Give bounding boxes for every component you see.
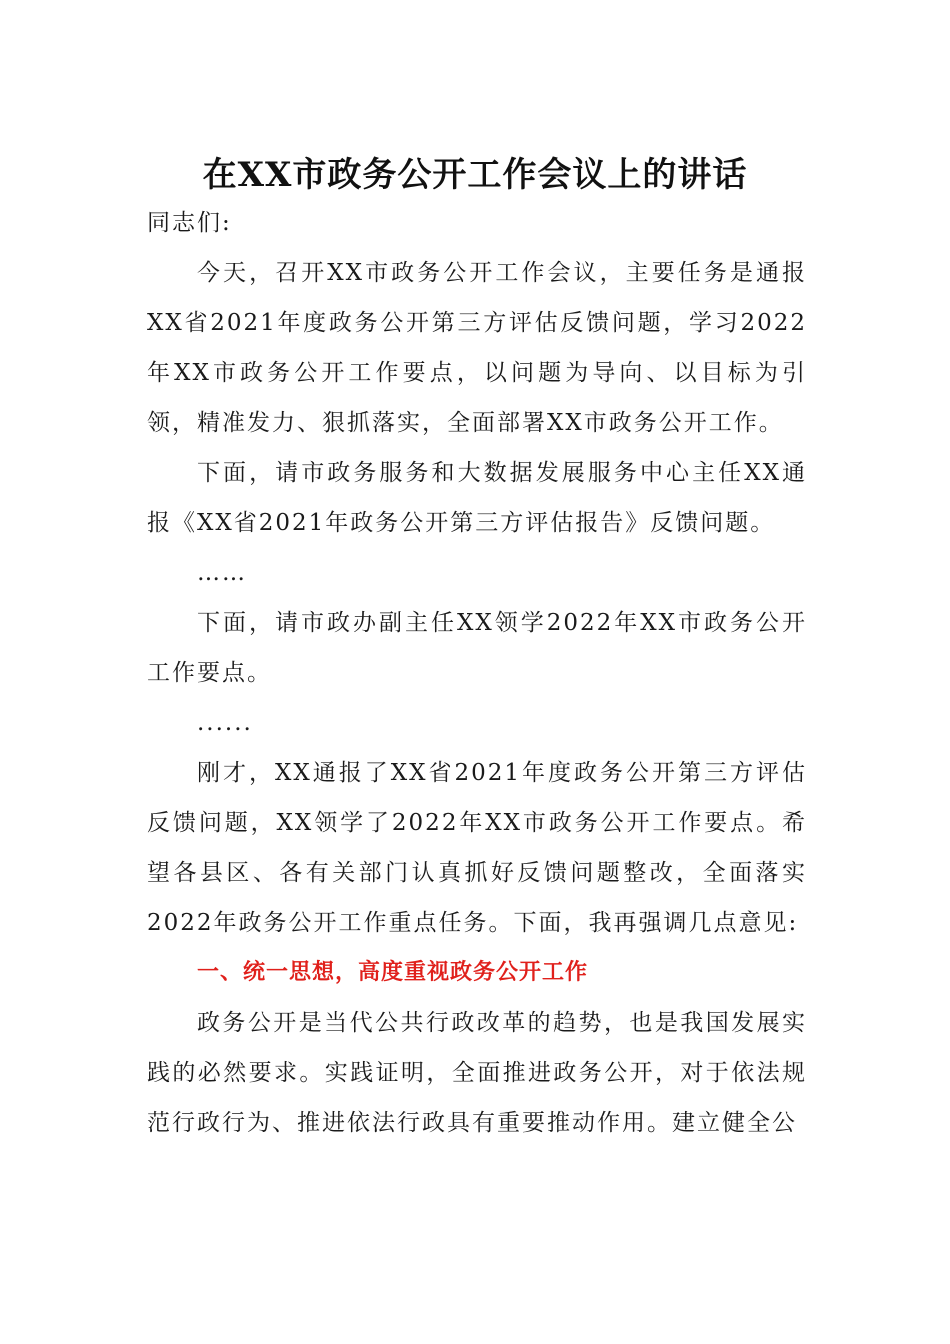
paragraph-report-request: 下面，请市政务服务和大数据发展服务中心主任XX通报《XX省2021年政务公开第三方评估报告》反馈问题。 xyxy=(147,460,807,536)
section-heading: 一、统一思想，高度重视政务公开工作 xyxy=(197,960,589,985)
salutation: 同志们: xyxy=(147,210,232,236)
ellipsis-2: ...... xyxy=(197,710,253,736)
section-paragraph: 政务公开是当代公共行政改革的趋势，也是我国发展实践的必然要求。实践证明，全面推进政务公开，对于依法规范行政行为、推进依法行政具有重要推动作用。建立健全公 xyxy=(147,1010,807,1136)
paragraph-opening: 今天，召开XX市政务公开工作会议，主要任务是通报XX省2021年度政务公开第三方评估反馈问题，学习2022年XX市政务公开工作要点，以问题为导向、以目标为引领，精准发力、狠抓落实，全面部署XX市政务公开工作。 xyxy=(147,260,807,436)
document-body xyxy=(147,198,807,1148)
paragraph-summary: 刚才，XX通报了XX省2021年度政务公开第三方评估反馈问题，XX领学了2022年XX市政务公开工作要点。希望各县区、各有关部门认真抓好反馈问题整改，全面落实2022年政务公开工作重点任务。下面，我再强调几点意见: xyxy=(147,760,807,936)
ellipsis-1: …… xyxy=(197,560,247,586)
document-title: 在XX市政务公开工作会议上的讲话 xyxy=(202,155,748,195)
paragraph-study-request: 下面，请市政办副主任XX领学2022年XX市政务公开工作要点。 xyxy=(147,610,807,686)
